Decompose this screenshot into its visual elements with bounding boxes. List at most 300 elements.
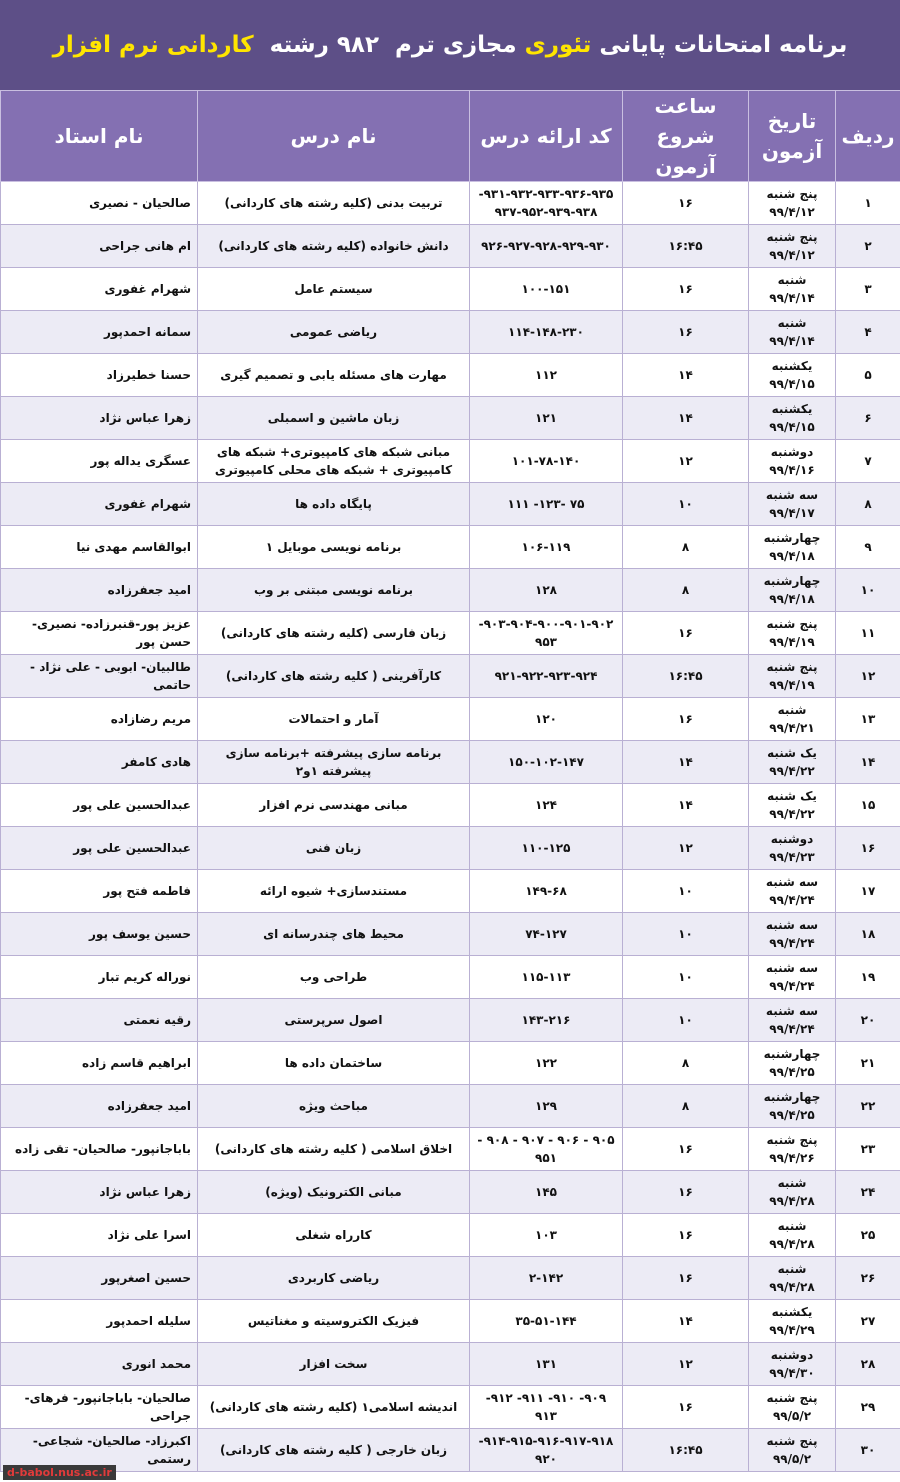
instructor-cell: [1, 784, 198, 827]
exam-time-cell: [623, 999, 749, 1042]
course-name-cell-text: فیزیک الکتروسیته و مغناتیس: [247, 1314, 420, 1328]
exam-date-cell: [749, 1128, 836, 1171]
course-code-cell: [470, 1085, 623, 1128]
table-row: [1, 440, 900, 483]
exam-date-cell-text: ۹۹/۴/۱۴: [769, 291, 815, 305]
row-number-cell-text: ۲۹: [860, 1400, 876, 1414]
exam-date-cell-text: ۹۹/۴/۲۲: [769, 764, 815, 778]
exam-date-cell: [749, 1386, 836, 1429]
instructor-cell-text: صالحیان - نصیری: [89, 196, 191, 210]
exam-time-cell-text: ۱۶: [678, 1400, 693, 1414]
exam-time-cell: [623, 440, 749, 483]
exam-time-cell-text: ۱۶: [678, 626, 693, 640]
table-row: [1, 182, 900, 225]
course-name-cell: [198, 999, 470, 1042]
exam-schedule-table: [0, 90, 900, 1472]
instructor-cell: [1, 956, 198, 999]
exam-date-cell-text: ۹۹/۴/۱۷: [769, 506, 815, 520]
course-name-cell: [198, 397, 470, 440]
exam-date-cell-text: چهارشنبه: [763, 1090, 821, 1104]
row-number-cell: [836, 1085, 900, 1128]
course-code-cell-text: ۹۱۴-۹۱۵-۹۱۶-۹۱۷-۹۱۸- ۹۲۰: [478, 1434, 614, 1466]
row-number-cell-text: ۸: [864, 497, 872, 511]
exam-date-cell: [749, 870, 836, 913]
course-code-cell-text: ۱۰۳: [535, 1228, 557, 1242]
course-name-cell: [198, 526, 470, 569]
instructor-cell-text: عسگری یداله پور: [90, 454, 191, 468]
exam-time-cell-text: ۱۶:۴۵: [668, 1443, 703, 1457]
exam-date-cell: [749, 397, 836, 440]
instructor-cell: [1, 999, 198, 1042]
exam-time-cell: [623, 268, 749, 311]
exam-date-cell-text: سه شنبه: [765, 1004, 819, 1018]
exam-date-cell: [749, 827, 836, 870]
row-number-cell: [836, 784, 900, 827]
course-code-cell-text: ۹۰۳-۹۰۴-۹۰۰-۹۰۱-۹۰۲- ۹۵۳: [478, 617, 614, 649]
course-name-cell: [198, 1214, 470, 1257]
exam-time-cell-text: ۱۲: [678, 841, 693, 855]
row-number-cell: [836, 1300, 900, 1343]
table-row: [1, 526, 900, 569]
header-course-name: نام درس: [198, 91, 470, 182]
header-instructor: نام استاد: [1, 91, 198, 182]
course-name-cell: [198, 913, 470, 956]
instructor-cell-text: شهرام غفوری: [104, 282, 191, 296]
course-code-cell: [470, 1429, 623, 1472]
exam-time-cell: [623, 1257, 749, 1300]
exam-date-cell-text: یکشنبه: [771, 1305, 813, 1319]
row-number-cell-text: ۲۶: [860, 1271, 876, 1285]
header-course-code: کد ارائه درس: [470, 91, 623, 182]
course-name-cell-text: سیستم عامل: [294, 282, 373, 296]
exam-date-cell-text: ۹۹/۴/۲۶: [769, 1151, 815, 1165]
course-name-cell: [198, 1042, 470, 1085]
row-number-cell: [836, 1343, 900, 1386]
instructor-cell-text: حسنا خطیرزاد: [106, 368, 191, 382]
course-code-cell-text: ۱۰۱-۷۸-۱۴۰: [511, 454, 581, 468]
exam-time-cell: [623, 182, 749, 225]
course-code-cell-text: ۷۴-۱۲۷: [525, 927, 567, 941]
course-code-cell: [470, 827, 623, 870]
instructor-cell: [1, 483, 198, 526]
exam-date-cell-text: سه شنبه: [765, 961, 819, 975]
course-code-cell-text: ۹۲۱-۹۲۲-۹۲۳-۹۲۴: [494, 669, 598, 683]
course-code-cell: [470, 1300, 623, 1343]
exam-date-cell: [749, 354, 836, 397]
exam-time-cell-text: ۱۶: [678, 196, 693, 210]
row-number-cell: [836, 1042, 900, 1085]
course-name-cell: [198, 698, 470, 741]
course-name-cell: [198, 225, 470, 268]
exam-time-cell: [623, 1386, 749, 1429]
row-number-cell: [836, 913, 900, 956]
instructor-cell: [1, 354, 198, 397]
table-row: [1, 1386, 900, 1429]
exam-date-cell-text: دوشنبه: [770, 445, 814, 459]
exam-date-cell-text: ۹۹/۴/۲۸: [769, 1280, 815, 1294]
row-number-cell-text: ۱۹: [860, 970, 876, 984]
exam-date-cell: [749, 1257, 836, 1300]
table-row: [1, 1085, 900, 1128]
course-name-cell-text: زبان ماشین و اسمبلی: [267, 411, 400, 425]
row-number-cell-text: ۱۵: [860, 798, 876, 812]
course-name-cell: [198, 870, 470, 913]
instructor-cell: [1, 698, 198, 741]
exam-date-cell-text: ۹۹/۴/۱۲: [769, 248, 815, 262]
exam-time-cell: [623, 741, 749, 784]
table-row: [1, 1343, 900, 1386]
table-row: [1, 999, 900, 1042]
course-code-cell-text: ۱۱۰-۱۲۵: [521, 841, 571, 855]
exam-date-cell: [749, 1042, 836, 1085]
course-name-cell-text: سخت افزار: [299, 1357, 368, 1371]
exam-date-cell: [749, 956, 836, 999]
exam-date-cell: [749, 1171, 836, 1214]
instructor-cell: [1, 182, 198, 225]
instructor-cell: [1, 526, 198, 569]
course-name-cell-text: مبانی الکترونیک (ویژه): [265, 1185, 402, 1199]
course-name-cell: [198, 655, 470, 698]
row-number-cell: [836, 655, 900, 698]
table-row: [1, 1171, 900, 1214]
exam-time-cell: [623, 397, 749, 440]
title-part-1: برنامه امتحانات پایانی: [591, 32, 848, 58]
row-number-cell-text: ۹: [864, 540, 872, 554]
instructor-cell-text: رقیه نعمتی: [123, 1013, 191, 1027]
watermark-part-2: nus.ac.ir: [58, 1466, 112, 1479]
exam-date-cell-text: ۹۹/۴/۲۴: [769, 936, 815, 950]
exam-date-cell-text: شنبه: [777, 1219, 807, 1233]
row-number-cell-text: ۳: [864, 282, 872, 296]
course-code-cell: [470, 354, 623, 397]
course-name-cell-text: مبانی مهندسی نرم افزار: [259, 798, 408, 812]
title-part-3: مجازی ترم ۹۸۲ رشته: [253, 32, 525, 58]
exam-date-cell: [749, 268, 836, 311]
table-body: [1, 182, 900, 1472]
instructor-cell-text: طالبیان- ابوبی - علی نژاد - حاتمی: [30, 660, 191, 692]
course-name-cell: [198, 956, 470, 999]
course-code-cell-text: ۱۴۹-۶۸: [525, 884, 567, 898]
exam-date-cell-text: دوشنبه: [770, 832, 814, 846]
course-code-cell-text: ۱۰۰-۱۵۱: [521, 282, 571, 296]
exam-time-cell-text: ۸: [681, 1056, 690, 1070]
course-name-cell-text: پایگاه داده ها: [295, 497, 372, 511]
course-code-cell: [470, 1171, 623, 1214]
row-number-cell: [836, 354, 900, 397]
instructor-cell: [1, 827, 198, 870]
exam-time-cell: [623, 569, 749, 612]
exam-date-cell-text: سه شنبه: [765, 875, 819, 889]
course-name-cell-text: محیط های چندرسانه ای: [263, 927, 404, 941]
course-name-cell: [198, 1429, 470, 1472]
row-number-cell: [836, 225, 900, 268]
exam-time-cell-text: ۱۶: [678, 325, 693, 339]
exam-time-cell: [623, 1128, 749, 1171]
exam-time-cell: [623, 698, 749, 741]
exam-date-cell-text: ۹۹/۵/۲: [772, 1452, 812, 1466]
course-name-cell-text: زبان فنی: [305, 841, 362, 855]
course-name-cell: [198, 1386, 470, 1429]
course-name-cell-text: مستندسازی+ شیوه ارائه: [259, 884, 408, 898]
instructor-cell-text: نوراله کریم تبار: [98, 970, 191, 984]
exam-time-cell-text: ۱۶: [678, 1185, 693, 1199]
exam-date-cell: [749, 698, 836, 741]
exam-time-cell: [623, 827, 749, 870]
row-number-cell: [836, 612, 900, 655]
exam-date-cell-text: ۹۹/۴/۲۵: [769, 1108, 815, 1122]
instructor-cell-text: حسین یوسف پور: [89, 927, 191, 941]
exam-date-cell: [749, 569, 836, 612]
course-name-cell: [198, 1128, 470, 1171]
course-code-cell-text: ۱۱۵-۱۱۳: [521, 970, 571, 984]
table-row: [1, 569, 900, 612]
instructor-cell-text: ابوالقاسم مهدی نیا: [76, 540, 191, 554]
course-name-cell: [198, 1257, 470, 1300]
exam-time-cell-text: ۱۰: [678, 970, 693, 984]
row-number-cell-text: ۱۴: [860, 755, 876, 769]
course-name-cell-text: آمار و احتمالات: [288, 712, 379, 726]
exam-date-cell: [749, 1343, 836, 1386]
instructor-cell-text: حسین اصغرپور: [101, 1271, 191, 1285]
course-code-cell-text: ۱۲۰: [535, 712, 557, 726]
course-name-cell-text: تربیت بدنی (کلیه رشته های کاردانی): [224, 196, 443, 210]
exam-time-cell: [623, 1343, 749, 1386]
course-code-cell: [470, 268, 623, 311]
row-number-cell-text: ۲۱: [860, 1056, 876, 1070]
exam-time-cell: [623, 956, 749, 999]
exam-date-cell: [749, 784, 836, 827]
instructor-cell: [1, 1085, 198, 1128]
exam-date-cell-text: ۹۹/۴/۲۴: [769, 1022, 815, 1036]
instructor-cell: [1, 311, 198, 354]
instructor-cell-text: زهرا عباس نژاد: [99, 1185, 191, 1199]
exam-time-cell-text: ۱۴: [678, 1314, 693, 1328]
course-code-cell-text: ۱۴۳-۲۱۶: [521, 1013, 571, 1027]
exam-time-cell: [623, 1171, 749, 1214]
exam-time-cell: [623, 655, 749, 698]
course-code-cell-text: ۹۳۱-۹۳۲-۹۳۳-۹۳۶-۹۳۵- ۹۳۷-۹۵۲-۹۳۹-۹۳۸: [478, 187, 614, 219]
exam-time-cell: [623, 1300, 749, 1343]
instructor-cell: [1, 1343, 198, 1386]
exam-time-cell-text: ۱۴: [678, 755, 693, 769]
course-name-cell-text: مهارت های مسئله یابی و تصمیم گیری: [220, 368, 447, 382]
table-row: [1, 698, 900, 741]
course-name-cell-text: اصول سرپرستی: [284, 1013, 383, 1027]
row-number-cell-text: ۱۰: [860, 583, 876, 597]
course-code-cell: [470, 526, 623, 569]
exam-date-cell-text: شنبه: [777, 273, 807, 287]
exam-time-cell: [623, 1042, 749, 1085]
exam-date-cell-text: ۹۹/۴/۲۵: [769, 1065, 815, 1079]
exam-date-cell-text: یکشنبه: [771, 402, 813, 416]
instructor-cell: [1, 440, 198, 483]
exam-date-cell-text: یک شنبه: [767, 746, 817, 760]
exam-time-cell: [623, 1085, 749, 1128]
exam-time-cell-text: ۱۴: [678, 798, 693, 812]
row-number-cell: [836, 1214, 900, 1257]
row-number-cell: [836, 741, 900, 784]
course-name-cell-text: برنامه نویسی موبایل ۱: [265, 540, 402, 554]
exam-time-cell-text: ۱۶: [678, 1271, 693, 1285]
course-name-cell: [198, 741, 470, 784]
exam-time-cell-text: ۱۶: [678, 282, 693, 296]
row-number-cell-text: ۱۱: [860, 626, 876, 640]
course-code-cell-text: ۲-۱۴۲: [528, 1271, 564, 1285]
instructor-cell-text: ابراهیم قاسم زاده: [81, 1056, 191, 1070]
exam-date-cell-text: ۹۹/۴/۱۹: [769, 635, 815, 649]
exam-date-cell-text: سه شنبه: [765, 918, 819, 932]
course-code-cell: [470, 1128, 623, 1171]
row-number-cell: [836, 1128, 900, 1171]
row-number-cell-text: ۲۳: [860, 1142, 876, 1156]
course-code-cell: [470, 1214, 623, 1257]
course-name-cell: [198, 1171, 470, 1214]
course-name-cell: [198, 612, 470, 655]
exam-time-cell: [623, 483, 749, 526]
exam-date-cell-text: ۹۹/۴/۲۹: [769, 1323, 815, 1337]
course-name-cell: [198, 440, 470, 483]
course-code-cell: [470, 311, 623, 354]
course-code-cell-text: ۱۴۵: [535, 1185, 557, 1199]
exam-time-cell-text: ۸: [681, 540, 690, 554]
row-number-cell: [836, 1386, 900, 1429]
row-number-cell: [836, 698, 900, 741]
table-row: [1, 268, 900, 311]
exam-date-cell-text: ۹۹/۴/۲۳: [769, 850, 815, 864]
course-code-cell-text: ۱۲۲: [535, 1056, 557, 1070]
exam-date-cell-text: ۹۹/۴/۳۰: [769, 1366, 815, 1380]
exam-time-cell-text: ۱۲: [678, 1357, 693, 1371]
exam-date-cell-text: ۹۹/۴/۱۶: [769, 463, 815, 477]
exam-date-cell-text: ۹۹/۴/۱۲: [769, 205, 815, 219]
table-row: [1, 827, 900, 870]
course-code-cell: [470, 225, 623, 268]
course-code-cell-text: ۳۵-۵۱-۱۴۴: [515, 1314, 577, 1328]
exam-date-cell-text: شنبه: [777, 1262, 807, 1276]
row-number-cell: [836, 311, 900, 354]
course-name-cell-text: ساختمان داده ها: [284, 1056, 383, 1070]
instructor-cell: [1, 1300, 198, 1343]
exam-time-cell-text: ۱۴: [678, 411, 693, 425]
exam-date-cell-text: ۹۹/۴/۱۵: [769, 377, 815, 391]
table-row: [1, 1257, 900, 1300]
row-number-cell-text: ۵: [864, 368, 872, 382]
row-number-cell-text: ۲۵: [860, 1228, 876, 1242]
exam-time-cell-text: ۱۶: [678, 1228, 693, 1242]
table-row: [1, 956, 900, 999]
instructor-cell: [1, 1042, 198, 1085]
table-row: [1, 1128, 900, 1171]
table-row: [1, 397, 900, 440]
instructor-cell-text: باباجانپور- صالحیان- تقی زاده: [15, 1142, 191, 1156]
instructor-cell-text: ام هانی جراحی: [99, 239, 191, 253]
exam-time-cell: [623, 612, 749, 655]
exam-date-cell-text: ۹۹/۵/۲: [772, 1409, 812, 1423]
exam-time-cell-text: ۱۶: [678, 1142, 693, 1156]
course-name-cell: [198, 1085, 470, 1128]
exam-time-cell: [623, 870, 749, 913]
instructor-cell-text: سلیله احمدپور: [106, 1314, 191, 1328]
title-part-4: کاردانی نرم افزار: [52, 32, 254, 58]
instructor-cell-text: امید جعفرزاده: [107, 583, 191, 597]
exam-date-cell-text: ۹۹/۴/۱۴: [769, 334, 815, 348]
exam-time-cell: [623, 225, 749, 268]
exam-date-cell: [749, 1085, 836, 1128]
exam-date-cell: [749, 483, 836, 526]
course-name-cell-text: اخلاق اسلامی ( کلیه رشته های کاردانی): [214, 1142, 453, 1156]
course-name-cell-text: ریاضی عمومی: [289, 325, 378, 339]
course-code-cell: [470, 913, 623, 956]
exam-date-cell-text: پنج شنبه: [766, 1133, 818, 1147]
exam-date-cell-text: ۹۹/۴/۲۸: [769, 1194, 815, 1208]
course-code-cell-text: ۹۲۶-۹۲۷-۹۲۸-۹۲۹-۹۳۰: [481, 239, 611, 253]
course-code-cell: [470, 784, 623, 827]
exam-date-cell-text: پنج شنبه: [766, 230, 818, 244]
instructor-cell-text: فاطمه فتح پور: [103, 884, 191, 898]
table-row: [1, 1429, 900, 1472]
exam-date-cell: [749, 741, 836, 784]
row-number-cell-text: ۲۷: [860, 1314, 876, 1328]
course-code-cell: [470, 483, 623, 526]
table-row: [1, 612, 900, 655]
exam-date-cell-text: پنج شنبه: [766, 187, 818, 201]
exam-time-cell-text: ۱۰: [678, 927, 693, 941]
exam-date-cell-text: ۹۹/۴/۱۸: [769, 549, 815, 563]
course-name-cell: [198, 354, 470, 397]
course-code-cell: [470, 999, 623, 1042]
course-name-cell: [198, 182, 470, 225]
course-code-cell-text: ۱۲۴: [535, 798, 557, 812]
exam-time-cell: [623, 311, 749, 354]
course-name-cell-text: اندیشه اسلامی۱ (کلیه رشته های کاردانی): [209, 1400, 458, 1414]
course-name-cell-text: مباحث ویژه: [299, 1099, 368, 1113]
row-number-cell: [836, 569, 900, 612]
row-number-cell: [836, 827, 900, 870]
course-name-cell: [198, 311, 470, 354]
row-number-cell: [836, 526, 900, 569]
instructor-cell: [1, 612, 198, 655]
exam-date-cell-text: پنج شنبه: [766, 1434, 818, 1448]
row-number-cell-text: ۲: [864, 239, 872, 253]
row-number-cell: [836, 999, 900, 1042]
exam-date-cell: [749, 1300, 836, 1343]
table-row: [1, 784, 900, 827]
row-number-cell-text: ۱۷: [860, 884, 876, 898]
course-code-cell-text: ۱۵۰-۱۰۲-۱۴۷: [508, 755, 584, 769]
course-code-cell-text: ۱۱۴-۱۴۸-۲۳۰: [508, 325, 584, 339]
row-number-cell-text: ۱۶: [860, 841, 876, 855]
exam-time-cell-text: ۱۲: [678, 454, 693, 468]
table-row: [1, 354, 900, 397]
exam-date-cell-text: دوشنبه: [770, 1348, 814, 1362]
instructor-cell: [1, 655, 198, 698]
exam-date-cell-text: پنج شنبه: [766, 617, 818, 631]
title-part-2: تئوری: [524, 32, 592, 58]
course-code-cell: [470, 182, 623, 225]
course-code-cell: [470, 1386, 623, 1429]
page-title: [0, 0, 900, 90]
course-name-cell-text: دانش خانواده (کلیه رشته های کاردانی): [218, 239, 449, 253]
exam-time-cell-text: ۱۰: [678, 497, 693, 511]
exam-time-cell-text: ۱۶: [678, 712, 693, 726]
table-row: [1, 913, 900, 956]
exam-time-cell-text: ۸: [681, 583, 690, 597]
row-number-cell: [836, 440, 900, 483]
exam-time-cell: [623, 526, 749, 569]
exam-date-cell: [749, 182, 836, 225]
course-code-cell-text: ۱۲۸: [535, 583, 557, 597]
course-code-cell-text: ۷۵ -۱۲۳- ۱۱۱: [507, 497, 585, 511]
